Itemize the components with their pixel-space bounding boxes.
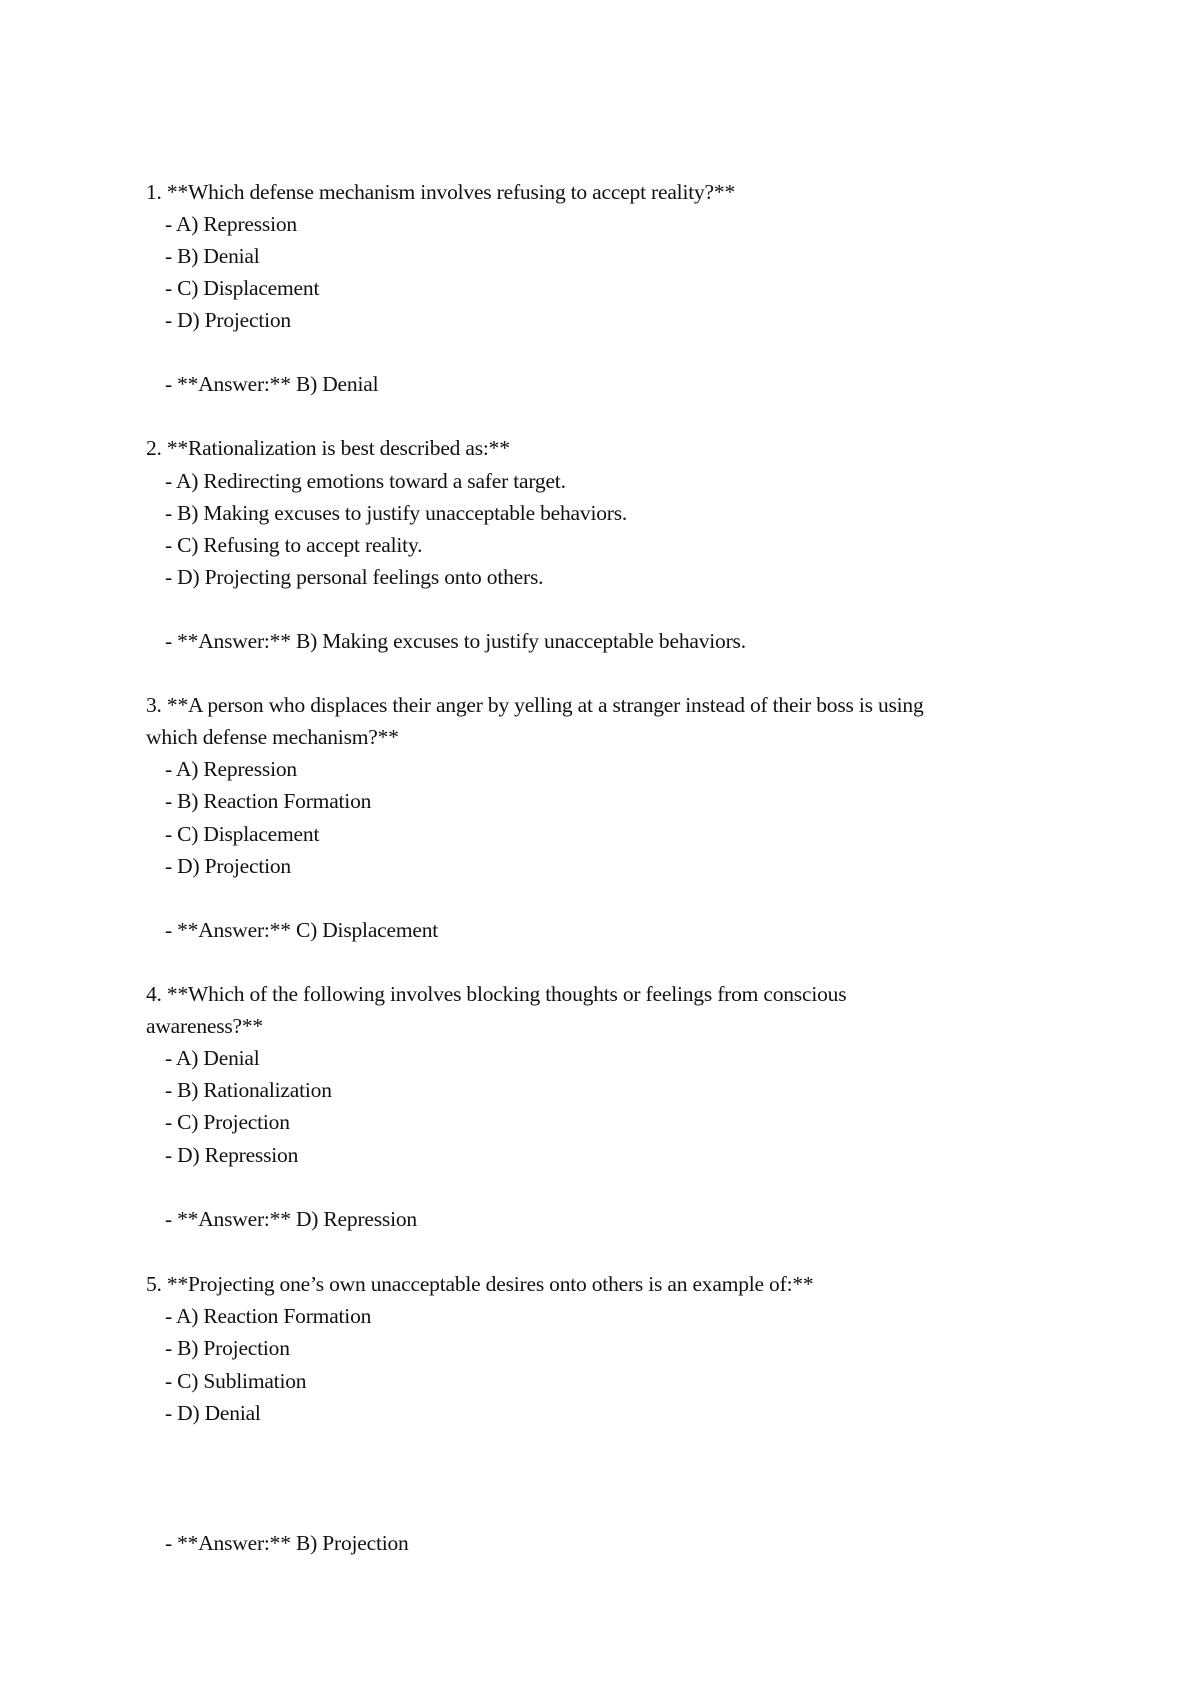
question-3-option-d: - D) Projection <box>165 854 291 878</box>
question-4-option-b: - B) Rationalization <box>165 1078 332 1102</box>
question-3-text-line-1: 3. **A person who displaces their anger by yelling at a stranger instead of their boss is using <box>146 693 924 717</box>
question-2-option-d: - D) Projecting personal feelings onto others. <box>165 565 544 589</box>
question-2-answer: - **Answer:** B) Making excuses to justify unacceptable behaviors. <box>165 629 746 653</box>
question-5-answer: - **Answer:** B) Projection <box>165 1531 409 1555</box>
question-2-option-c: - C) Refusing to accept reality. <box>165 533 423 557</box>
question-1-text: 1. **Which defense mechanism involves refusing to accept reality?** <box>146 180 735 204</box>
question-5-option-b: - B) Projection <box>165 1336 290 1360</box>
question-4-text-line-2: awareness?** <box>146 1014 263 1038</box>
question-5-option-d: - D) Denial <box>165 1401 261 1425</box>
question-2-option-a: - A) Redirecting emotions toward a safer target. <box>165 469 566 493</box>
question-2-text: 2. **Rationalization is best described as:** <box>146 436 510 460</box>
question-3-text-line-2: which defense mechanism?** <box>146 725 399 749</box>
question-3-option-b: - B) Reaction Formation <box>165 789 372 813</box>
question-5-text: 5. **Projecting one’s own unacceptable desires onto others is an example of:** <box>146 1272 814 1296</box>
question-5-option-c: - C) Sublimation <box>165 1369 307 1393</box>
question-1-option-b: - B) Denial <box>165 244 260 268</box>
question-1-answer: - **Answer:** B) Denial <box>165 372 379 396</box>
question-4-text-line-1: 4. **Which of the following involves blocking thoughts or feelings from conscious <box>146 982 847 1006</box>
question-1-option-a: - A) Repression <box>165 212 297 236</box>
question-4-option-c: - C) Projection <box>165 1110 290 1134</box>
question-4-option-a: - A) Denial <box>165 1046 260 1070</box>
question-1-option-c: - C) Displacement <box>165 276 320 300</box>
question-4-answer: - **Answer:** D) Repression <box>165 1207 417 1231</box>
question-4-option-d: - D) Repression <box>165 1143 299 1167</box>
question-3-answer: - **Answer:** C) Displacement <box>165 918 439 942</box>
question-3-option-a: - A) Repression <box>165 757 297 781</box>
question-5-option-a: - A) Reaction Formation <box>165 1304 372 1328</box>
question-2-option-b: - B) Making excuses to justify unacceptable behaviors. <box>165 501 628 525</box>
question-3-option-c: - C) Displacement <box>165 822 320 846</box>
question-1-option-d: - D) Projection <box>165 308 291 332</box>
